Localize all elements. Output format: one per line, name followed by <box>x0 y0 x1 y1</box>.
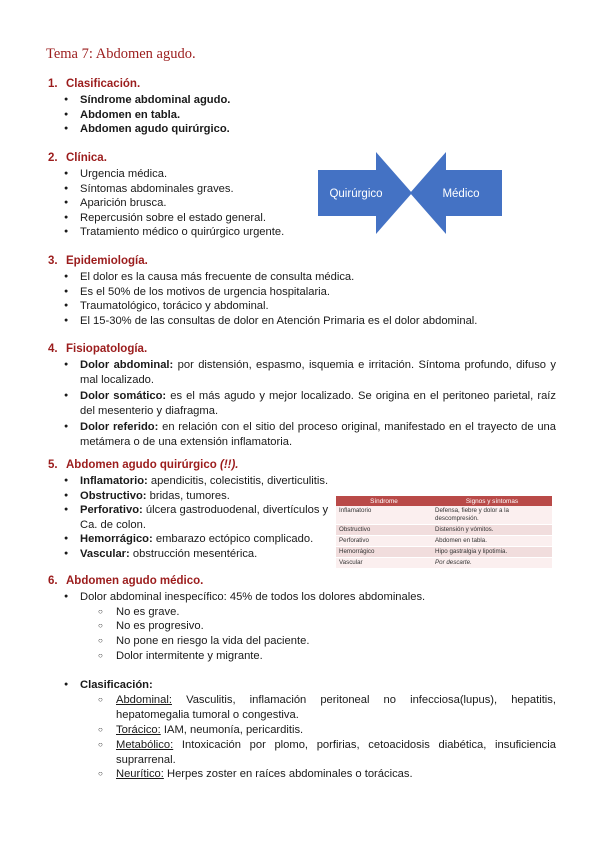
table-header: Signos y síntomas <box>432 496 552 506</box>
list-item: ● Urgencia médica. <box>48 167 348 182</box>
signs-table-figure <box>336 496 552 569</box>
list-item: ● Inflamatorio: apendicitis, colecistitis, diverticulitis. <box>48 474 338 489</box>
signs-table <box>336 496 552 569</box>
list-item: ● Síntomas abdominales graves. <box>48 182 348 197</box>
sub-list-item: ○ Abdominal: Vasculitis, inflamación peritoneal no infecciosa(lupus), hepatitis, hepatomegalia tumoral o congestiva. <box>48 693 556 723</box>
sub-list-item: ○ No es progresivo. <box>48 619 556 634</box>
table-row: Obstructivo Distensión y vómitos. <box>336 525 552 536</box>
list-item: ● Dolor somático: es el más agudo y mejor localizado. Se origina en el peritoneo parietal, raíz del mesenterio y diafragma. <box>48 389 556 418</box>
table-header: Síndrome <box>336 496 432 506</box>
section-abdomen-medico <box>48 573 556 782</box>
list-item: ● Perforativo: úlcera gastroduodenal, divertículos y Ca. de colon. <box>48 503 338 532</box>
list-item: ● Obstructivo: bridas, tumores. <box>48 489 338 504</box>
list-item: ● Aparición brusca. <box>48 196 348 211</box>
list-item: ● Abdomen agudo quirúrgico. <box>48 122 548 137</box>
arrows-diagram <box>318 152 502 234</box>
section-heading: 2. Clínica. <box>48 152 107 164</box>
list-item: ● Hemorrágico: embarazo ectópico complicado. <box>48 532 338 547</box>
section-heading: 6. Abdomen agudo médico. <box>48 575 204 587</box>
page-title: Tema 7: Abdomen agudo. <box>46 46 196 62</box>
section-heading: 5. Abdomen agudo quirúrgico (!!). <box>48 459 239 471</box>
section-heading: 4. Fisiopatología. <box>48 343 148 355</box>
list-item: ● Tratamiento médico o quirúrgico urgente. <box>48 225 348 240</box>
section-clinica <box>48 150 348 240</box>
table-row: Perforativo Abdomen en tabla. <box>336 536 552 547</box>
sub-list-item: ○ No es grave. <box>48 605 556 620</box>
list-item: ● Clasificación: <box>48 678 556 693</box>
list-item: ● Dolor referido: en relación con el sitio del proceso original, manifestado en el trayecto de una metámera o de una extensión inflamatoria. <box>48 420 556 449</box>
sub-list-item: ○ Metabólico: Intoxicación por plomo, porfirias, cetoacidosis diabética, insuficiencia suprarrenal. <box>48 738 556 768</box>
section-epidemiologia <box>48 253 558 328</box>
section-abdomen-quirurgico <box>48 457 338 562</box>
section-fisiopatologia <box>48 341 556 450</box>
list-item: ● Es el 50% de los motivos de urgencia hospitalaria. <box>48 285 558 300</box>
list-item: ● El dolor es la causa más frecuente de consulta médica. <box>48 270 558 285</box>
sub-list-item: ○ Dolor intermitente y migrante. <box>48 649 556 664</box>
list-item: ● Repercusión sobre el estado general. <box>48 211 348 226</box>
table-row: Inflamatorio Defensa, fiebre y dolor a la descompresión. <box>336 506 552 525</box>
sub-list-item: ○ No pone en riesgo la vida del paciente. <box>48 634 556 649</box>
sub-list-item: ○ Torácico: IAM, neumonía, pericarditis. <box>48 723 556 738</box>
table-row: Hemorrágico Hipo gastralgia y lipotimia. <box>336 547 552 558</box>
sub-list-item: ○ Neurítico: Herpes zoster en raíces abdominales o torácicas. <box>48 767 556 782</box>
list-item: ● Dolor abdominal inespecífico: 45% de todos los dolores abdominales. <box>48 590 556 605</box>
list-item: ● Abdomen en tabla. <box>48 108 548 123</box>
list-item: ● Traumatológico, torácico y abdominal. <box>48 299 558 314</box>
section-heading: 3. Epidemiología. <box>48 255 148 267</box>
list-item: ● Dolor abdominal: por distensión, espasmo, isquemia e irritación. Síntoma profundo, difuso y mal localizado. <box>48 358 556 387</box>
list-item: ● El 15-30% de las consultas de dolor en Atención Primaria es el dolor abdominal. <box>48 314 558 329</box>
list-item: ● Síndrome abdominal agudo. <box>48 93 548 108</box>
table-row: Vascular Por descarte. <box>336 558 552 569</box>
arrow-label-medico: Médico <box>442 188 480 200</box>
section-heading: 1. Clasificación. <box>48 78 141 90</box>
arrow-label-quirurgico: Quirúrgico <box>329 188 383 200</box>
section-clasificacion <box>48 76 548 137</box>
list-item: ● Vascular: obstrucción mesentérica. <box>48 547 338 562</box>
